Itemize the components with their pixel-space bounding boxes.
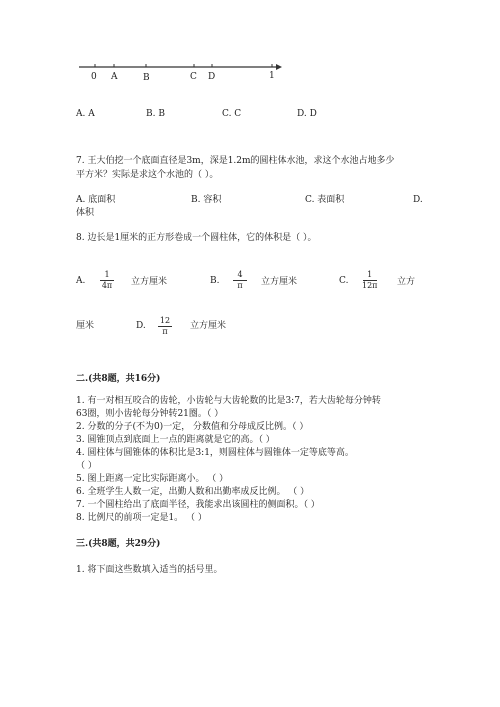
- q8-option-b-unit: 立方厘米: [261, 277, 298, 287]
- section-2-line-5: 4. 圆柱体与圆锥体的体积比是3:1，则圆柱体与圆锥体一定等底等高。: [76, 448, 354, 458]
- q6-option-c: C. C: [222, 109, 242, 119]
- q8-option-c-denominator: 12π: [362, 281, 378, 290]
- q7-option-b: B. 容积: [191, 195, 222, 205]
- section-2-line-3: 2. 分数的分子(不为0)一定， 分数值和分母成反比例。（ ）: [76, 422, 309, 432]
- q6-option-b: B. B: [146, 109, 165, 119]
- q8-option-a-denominator: 4π: [101, 281, 113, 290]
- section-2-line-1: 1. 有一对相互咬合的齿轮，小齿轮与大齿轮数的比是3:7，若大齿轮每分钟转: [76, 396, 381, 406]
- section-2-heading: 二.(共8题，共16分): [76, 374, 161, 384]
- q8-option-b-numerator: 4: [237, 270, 243, 279]
- section-3-line-1: 1. 将下面这些数填入适当的括号里。: [76, 565, 223, 575]
- q7-option-c: C. 表面积: [305, 195, 345, 205]
- section-2-line-6: （ ）: [76, 461, 97, 471]
- section-3-heading: 三.(共8题，共29分): [76, 539, 161, 549]
- number-line-label-c: C: [190, 72, 197, 82]
- q7-stem-line1: 7. 王大伯挖一个底面直径是3m，深是1.2m的圆柱体水池，求这个水池占地多少: [76, 156, 395, 166]
- section-2-line-10: 8. 比例尺的前项一定是1。 （ ）: [76, 513, 207, 523]
- number-line-label-1: 1: [269, 71, 275, 81]
- q7-stem-line2: 平方米？实际是求这个水池的（ ）。: [76, 170, 219, 180]
- number-line-label-a: A: [111, 72, 118, 82]
- q8-option-b-label: B.: [210, 276, 220, 286]
- q8-option-c-label: C.: [339, 276, 349, 286]
- q8-option-d-numerator: 12: [159, 316, 171, 325]
- q8-option-c-unit-continuation: 厘米: [76, 321, 95, 331]
- number-line: [0, 0, 500, 90]
- number-line-label-d: D: [208, 72, 216, 82]
- q8-option-d-label: D.: [136, 321, 146, 331]
- number-line-label-0: 0: [91, 72, 97, 82]
- q8-option-c-unit: 立方: [397, 277, 416, 287]
- q6-option-d: D. D: [297, 109, 317, 119]
- q8-option-b-fraction: [233, 270, 247, 291]
- q8-option-a-unit: 立方厘米: [131, 277, 168, 287]
- q8-option-a-numerator: 1: [104, 270, 110, 279]
- number-line-label-b: B: [143, 73, 150, 83]
- q7-option-d-text: 体积: [76, 208, 95, 218]
- q8-option-b-denominator: π: [237, 281, 243, 290]
- q8-option-c-fraction: [362, 270, 377, 291]
- q8-option-d-unit: 立方厘米: [190, 321, 227, 331]
- section-2-line-2: 63圈，则小齿轮每分钟转21圈。（ ）: [76, 409, 224, 419]
- q7-option-d: D.: [413, 195, 423, 205]
- q6-option-a: A. A: [76, 109, 95, 119]
- section-2-line-7: 5. 图上距离一定比实际距离小。 （ ）: [76, 474, 229, 484]
- q8-option-a-fraction: [100, 270, 114, 291]
- section-2-line-4: 3. 圆锥顶点到底面上一点的距离就是它的高。（ ）: [76, 435, 275, 445]
- section-2-line-8: 6. 全班学生人数一定，出勤人数和出勤率成反比例。 （ ）: [76, 487, 310, 497]
- section-2-line-9: 7. 一个圆柱给出了底面半径，我能求出该圆柱的侧面积。（ ）: [76, 500, 320, 510]
- q8-option-a-label: A.: [76, 276, 86, 286]
- q8-option-c-numerator: 1: [367, 270, 373, 279]
- q8-option-d-fraction: [158, 316, 172, 337]
- q8-stem: 8. 边长是1厘米的正方形卷成一个圆柱体，它的体积是（ ）。: [76, 233, 317, 243]
- q8-option-d-denominator: π: [162, 327, 168, 336]
- q7-option-a: A. 底面积: [76, 195, 116, 205]
